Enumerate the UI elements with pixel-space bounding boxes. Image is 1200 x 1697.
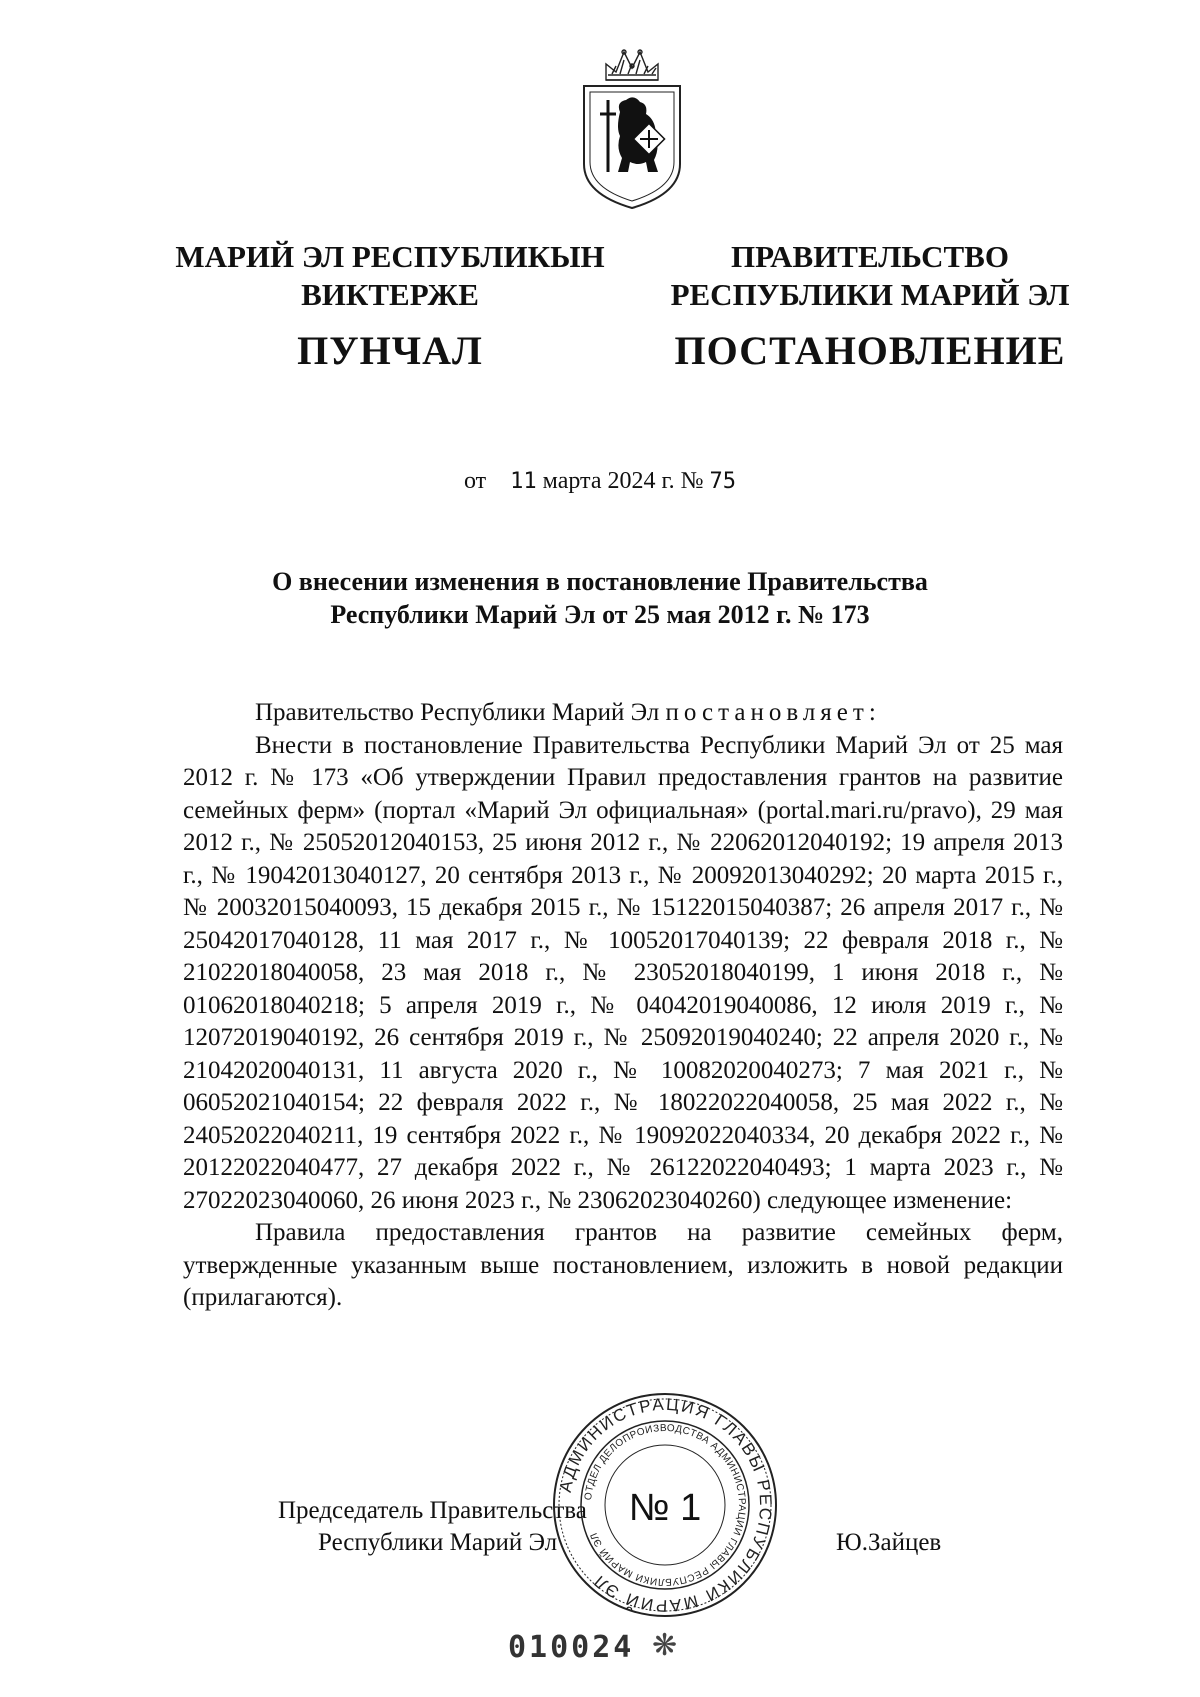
stamp-center-number: № 1 <box>628 1487 702 1529</box>
date-day: 11 <box>510 469 537 494</box>
header-russian-doc-type: ПОСТАНОВЛЕНИЕ <box>674 328 1066 373</box>
intro-resolves: постановляет: <box>665 699 881 726</box>
intro-paragraph <box>183 697 1063 730</box>
date-month-year: марта 2024 г. № <box>542 468 704 494</box>
document-date-line <box>0 468 1200 495</box>
form-serial-number: 010024 <box>508 1630 635 1665</box>
header-russian-line1: ПРАВИТЕЛЬСТВО <box>731 239 1009 274</box>
intro-text: Правительство Республики Марий Эл <box>255 699 660 726</box>
header-russian <box>640 238 1100 373</box>
header-mari-line2: ВИКТЕРЖЕ <box>301 277 479 312</box>
header-mari-doc-type: ПУНЧАЛ <box>297 328 483 373</box>
coat-of-arms-emblem <box>576 44 688 212</box>
document-number: 75 <box>709 469 736 494</box>
main-paragraph: Внести в постановление Правительства Республики Марий Эл от 25 мая 2012 г. № 173 «Об утверждении Правил предоставления грантов на развитие семейных ферм» (портал «Марий Эл официальная» (portal.mari.ru/pravo), 29 мая 2012 г., № 25052012040153, 25 июня 2012 г., № 22062012040192; 19 апреля 2013 г., № 19042013040127, 20 сентября 2013 г., № 20092013040292; 20 марта 2015 г., № 20032015040093, 15 декабря 2015 г., № 15122015040387; 26 апреля 2017 г., № 25042017040128, 11 мая 2017 г., № 10052017040139; 22 февраля 2018 г., № 21022018040058, 23 мая 2018 г., № 23052018040199, 1 июня 2018 г., № 01062018040218; 5 апреля 2019 г., № 04042019040086, 12 июля 2019 г., № 12072019040192, 26 сентября 2019 г., № 25092019040240; 22 апреля 2020 г., № 21042020040131, 11 августа 2020 г., № 10082020040273; 7 мая 2021 г., № 06052021040154; 22 февраля 2022 г., № 18022022040058, 25 мая 2022 г., № 24052022040211, 19 сентября 2022 г., № 19092022040334, 20 декабря 2022 г., № 20122022040477, 27 декабря 2022 г., № 26122022040493; 1 марта 2023 г., № 27022023040060, 26 июня 2023 г., № 23062023040260) следующее изменение: <box>183 731 1063 1214</box>
date-prefix: от <box>464 468 487 494</box>
stamp-inner-text: ОТДЕЛ ДЕЛОПРОИЗВОДСТВА АДМИНИСТРАЦИИ ГЛАВЫ РЕСПУБЛИКИ МАРИЙ ЭЛ <box>583 1422 748 1588</box>
title-line1: О внесении изменения в постановление Правительства <box>272 567 928 596</box>
header-mari-line1: МАРИЙ ЭЛ РЕСПУБЛИКЫН <box>175 239 605 274</box>
signature-title <box>278 1495 587 1559</box>
official-stamp <box>552 1392 778 1618</box>
header-mari <box>160 238 620 373</box>
title-line2: Республики Марий Эл от 25 мая 2012 г. № 173 <box>330 600 870 629</box>
document-title <box>160 565 1040 631</box>
stamp-outer-text: АДМИНИСТРАЦИЯ ГЛАВЫ РЕСПУБЛИКИ МАРИЙ ЭЛ <box>555 1394 776 1616</box>
asterisk-mark-icon: ❋ <box>652 1629 678 1662</box>
signature-title-line1: Председатель Правительства <box>278 1497 587 1524</box>
signature-title-line2: Республики Марий Эл <box>318 1529 558 1556</box>
signatory-name: Ю.Зайцев <box>836 1529 942 1556</box>
header-russian-line2: РЕСПУБЛИКИ МАРИЙ ЭЛ <box>670 277 1070 312</box>
document-body <box>183 697 1063 1315</box>
change-paragraph: Правила предоставления грантов на развитие семейных ферм, утвержденные указанным выше постановлением, изложить в новой редакции (прилагаются). <box>183 1219 1063 1311</box>
